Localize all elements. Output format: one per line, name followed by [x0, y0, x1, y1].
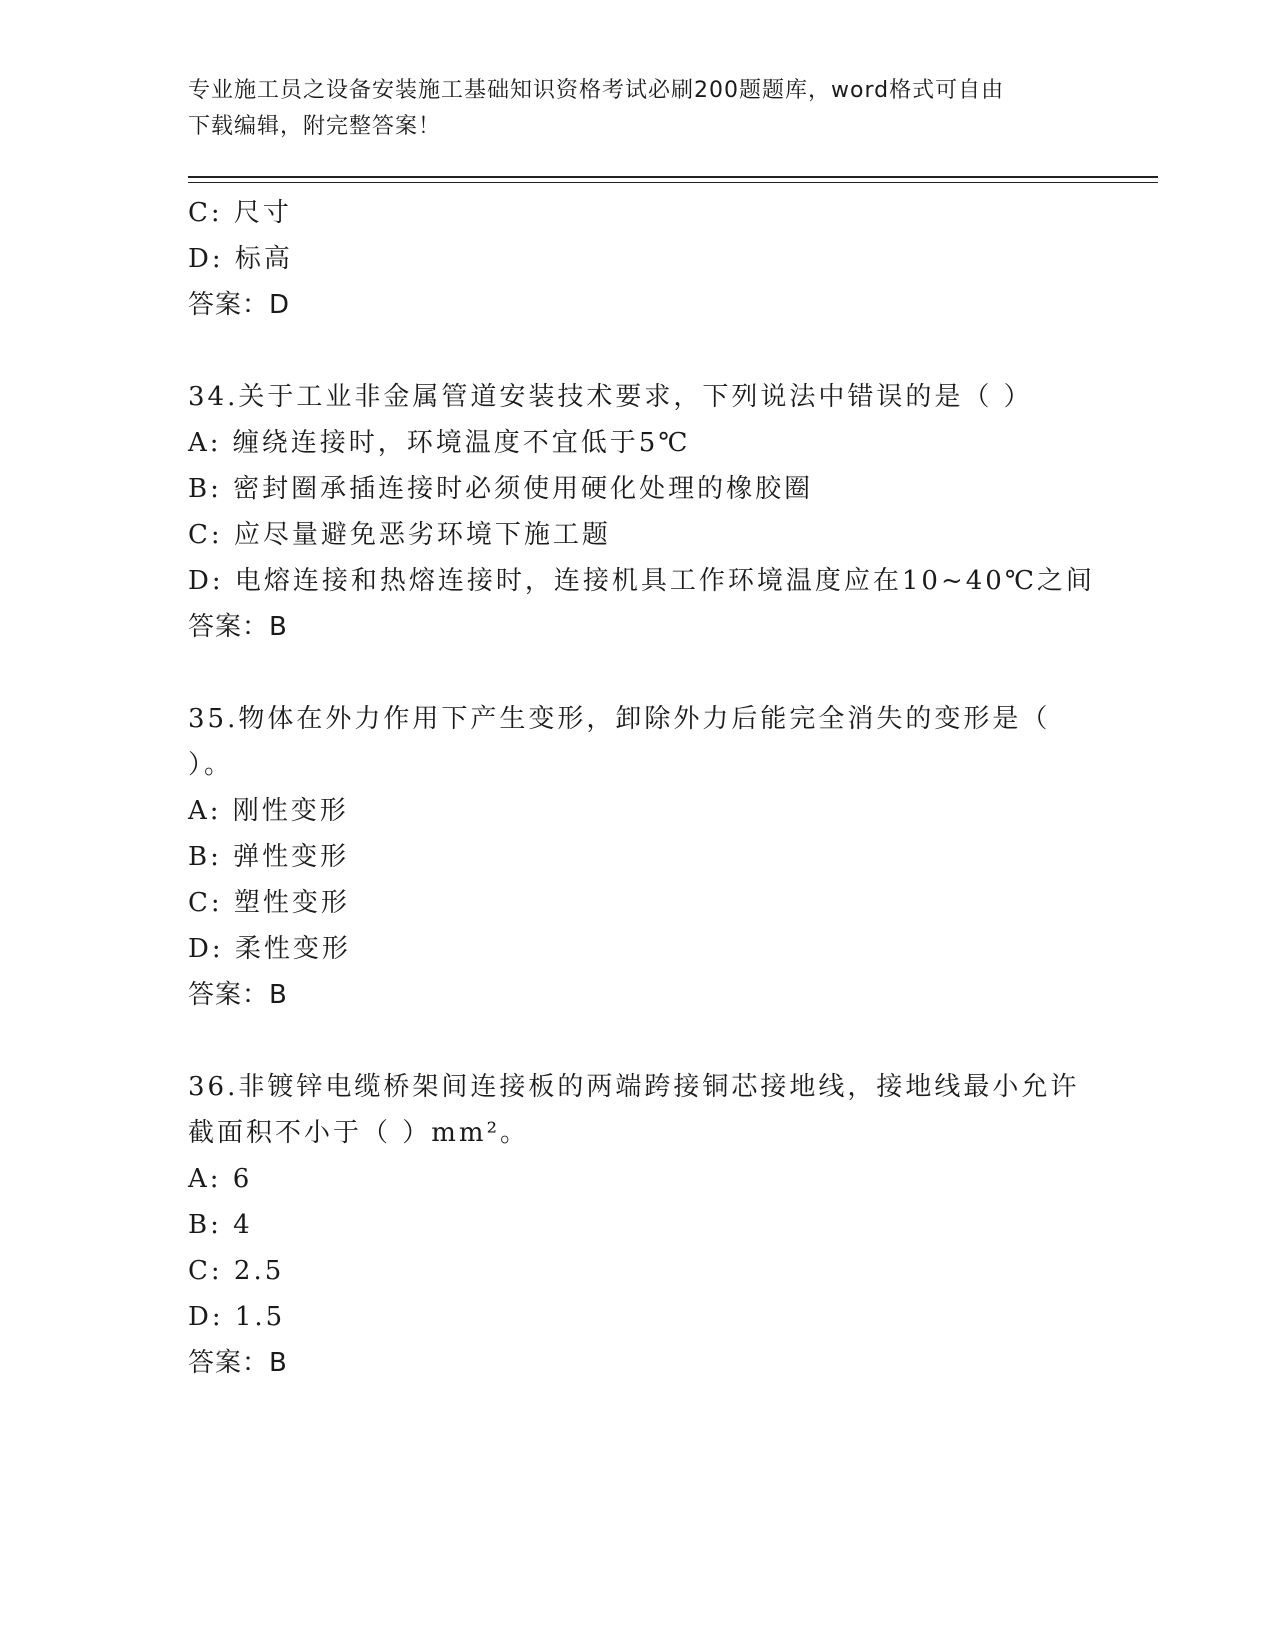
document-header: [188, 73, 1088, 145]
header-rule-thick: [188, 176, 1158, 178]
option-b: B: 4: [188, 1210, 253, 1240]
header-rule-thin: [188, 182, 1158, 183]
header-title-line-2: 下载编辑，附完整答案！: [188, 114, 442, 139]
question-block-35: [188, 696, 1088, 1018]
answer-line: 答案：B: [188, 1348, 288, 1378]
question-stem-line-2: ）。: [188, 750, 234, 780]
option-d: D: 1.5: [188, 1302, 286, 1332]
option-d: D: 电熔连接和热熔连接时，连接机具工作环境温度应在10~40℃之间: [188, 566, 1095, 596]
option-a: A: 缠绕连接时，环境温度不宜低于5℃: [188, 428, 691, 458]
question-stem-line-2: 截面积不小于（ ）mm²。: [188, 1118, 529, 1148]
option-d: D: 柔性变形: [188, 934, 351, 964]
option-c: C: 应尽量避免恶劣环境下施工题: [188, 520, 611, 550]
spacer: [188, 328, 1088, 374]
question-block-36: [188, 1064, 1088, 1386]
option-b: B: 密封圈承插连接时必须使用硬化处理的橡胶圈: [188, 474, 814, 504]
spacer: [188, 1018, 1088, 1064]
question-list: [188, 190, 1095, 1386]
option-a: A: 6: [188, 1164, 253, 1194]
question-stem-line-1: 35.物体在外力作用下产生变形，卸除外力后能完全消失的变形是（: [188, 704, 1051, 734]
option-d: D: 标高: [188, 244, 293, 274]
option-a: A: 刚性变形: [188, 796, 349, 826]
answer-line: 答案：D: [188, 290, 291, 320]
header-title-line-1: 专业施工员之设备安装施工基础知识资格考试必刷200题题库，word格式可自由: [188, 78, 1005, 103]
option-c: C: 尺寸: [188, 198, 292, 228]
question-stem: 34.关于工业非金属管道安装技术要求，下列说法中错误的是（ ）: [188, 382, 1033, 412]
option-b: B: 弹性变形: [188, 842, 350, 872]
question-block-prev: [188, 190, 1088, 328]
spacer: [188, 650, 1088, 696]
question-stem-line-1: 36.非镀锌电缆桥架间连接板的两端跨接铜芯接地线，接地线最小允许: [188, 1072, 1080, 1102]
answer-line: 答案：B: [188, 980, 288, 1010]
question-block-34: [188, 374, 1095, 650]
option-c: C: 塑性变形: [188, 888, 350, 918]
answer-line: 答案：B: [188, 612, 288, 642]
option-c: C: 2.5: [188, 1256, 285, 1286]
